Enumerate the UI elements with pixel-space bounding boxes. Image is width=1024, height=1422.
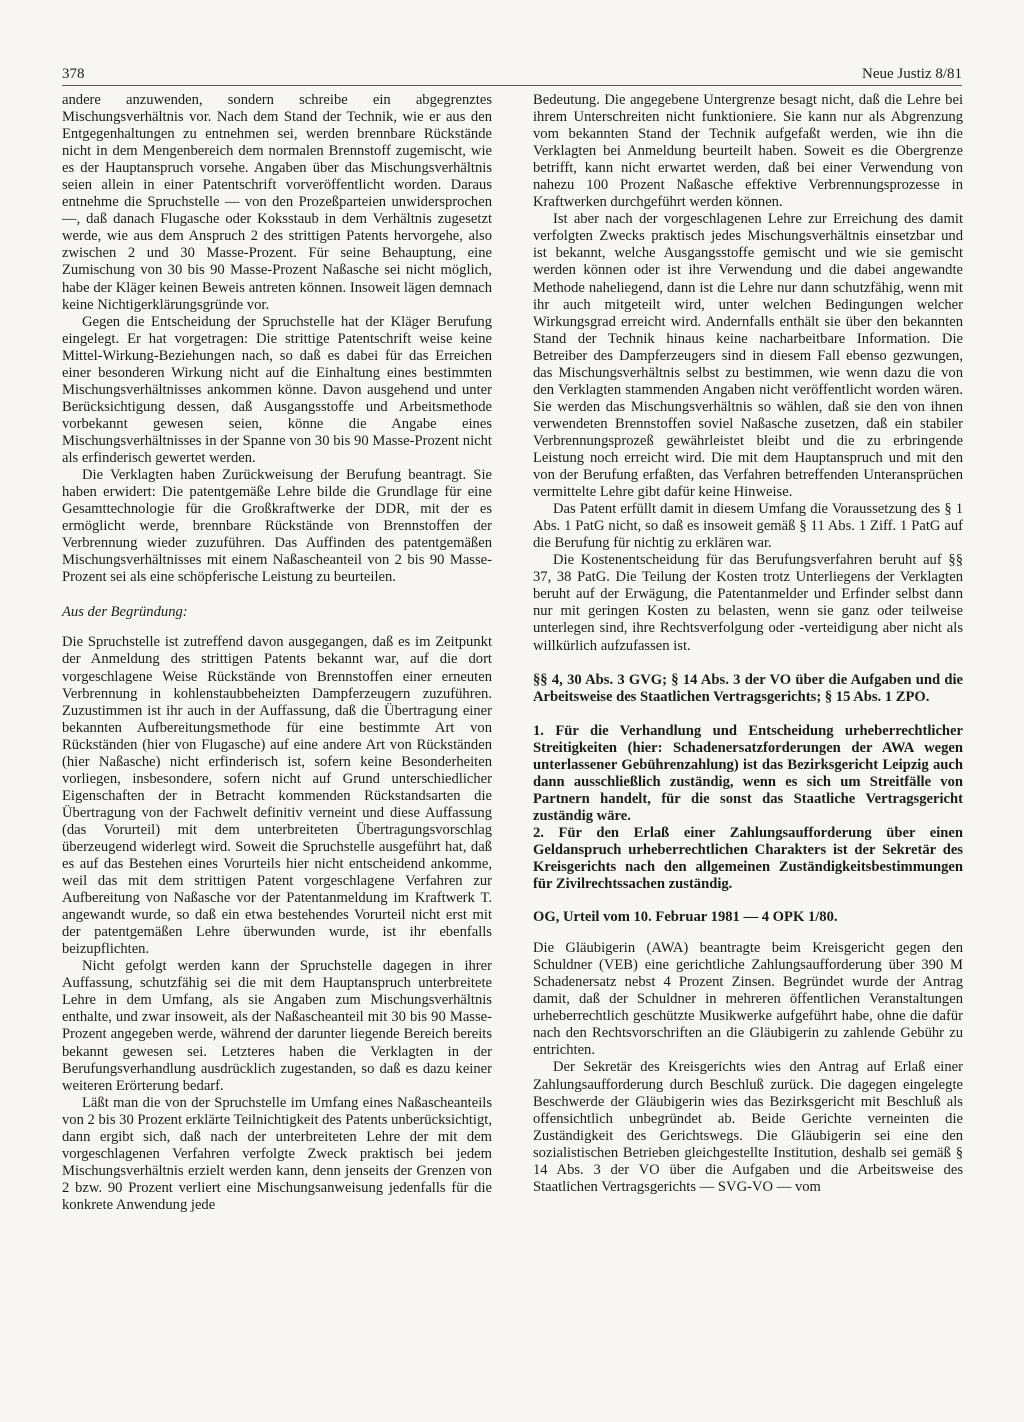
paragraph: Die Gläubigerin (AWA) beantragte beim Kreisgericht gegen den Schuldner (VEB) eine gerichtliche Zahlungsaufforderung über 390 M Schadenersatz nebst 4 Prozent Zinsen. Begründet wurde der Antrag damit, daß der Schuldner in mehreren öffentlichen Veranstaltungen urheberrechtlich geschützte Musikwerke aufgeführt habe, ohne die dafür nach den Rechtsvorschriften an die Gläubigerin zu zahlende Gebühr zu entrichten.: [533, 940, 963, 1059]
paragraph: Bedeutung. Die angegebene Untergrenze besagt nicht, daß die Lehre bei ihrem Unterschreiten nicht funktioniere. Sie kann nur als Abgrenzung vom bekannten Stand der Technik aufgefaßt werden, wie ihn die Verklagten bei Anmeldung beurteilt haben. Soweit es die Obergrenze betrifft, kann nicht erwartet werden, daß bei einer Verwendung von nahezu 100 Prozent Naßasche effektive Verbrennungsprozesse in Kraftwerken durchgeführt werden können.: [533, 92, 963, 211]
running-header: [62, 63, 962, 83]
paragraph: Das Patent erfüllt damit in diesem Umfang die Voraussetzung des § 1 Abs. 1 PatG nicht, so daß es insoweit gemäß § 11 Abs. 1 Ziff. 1 PatG auf die Berufung für nichtig zu erklären war.: [533, 501, 963, 552]
paragraph: Die Kostenentscheidung für das Berufungsverfahren beruht auf §§ 37, 38 PatG. Die Teilung der Kosten trotz Unterliegens der Verklagten beruht auf der Erwägung, die Patentanmelder und Erfinder selbst dann nur mit geringen Kosten zu belasten, wenn sie ganz oder teilweise unterlegen sind, ihre Rechtsverfolgung oder -verteidigung aber nicht als willkürlich aufzufassen ist.: [533, 552, 963, 654]
right-column: [533, 92, 963, 1196]
paragraph: Die Verklagten haben Zurückweisung der Berufung beantragt. Sie haben erwidert: Die patentgemäße Lehre bilde die Grundlage für eine Gesamttechnologie für die Großkraftwerke der DDR, mit der es ermöglicht werde, brennbare Rückstände von Brennstoffen der Verbrennung wieder zuzuführen. Das Auffinden des patentgemäßen Mischungsverhältnisses mit einem Naßascheanteil von 2 bis 90 Masse-Prozent sei als eine schöpferische Leistung zu beurteilen.: [62, 467, 492, 586]
paragraph: Läßt man die von der Spruchstelle im Umfang eines Naßascheanteils von 2 bis 30 Prozent erklärte Teilnichtigkeit des Patents unberücksichtigt, dann ergibt sich, daß nach der unterbreiteten Lehre der mit dem vorgeschlagenen Verfahren verfolgte Zweck praktisch bei jedem Mischungsverhältnis erzielt werden kann, denn jenseits der Grenzen von 2 bzw. 90 Prozent verliert eine Mischungsanweisung jedenfalls für die konkrete Anwendung jede: [62, 1094, 492, 1213]
paragraph: Gegen die Entscheidung der Spruchstelle hat der Kläger Berufung eingelegt. Er hat vorgetragen: Die strittige Patentschrift weise keine Mittel-Wirkung-Beziehungen nach, so daß es dabei für das Erreichen einer besonderen Wirkung nicht auf die Einhaltung eines bestimmten Mischungsverhältnisses ankommen könne. Davon ausgehend und unter Berücksichtigung dessen, daß Ausgangsstoffe und Arbeitsmethode vorbekannt gewesen seien, könne die Angabe eines Mischungsverhältnisses in der Spanne von 30 bis 90 Masse-Prozent nicht als erfinderisch gewertet werden.: [62, 313, 492, 466]
paragraph: Die Spruchstelle ist zutreffend davon ausgegangen, daß es im Zeitpunkt der Anmeldung des strittigen Patents bekannt war, auf die dort vorgeschlagene Weise Rückstände von Brennstoffen einer erneuten Verbrennung in kohlenstaubbeheizten Dampferzeugern zuzuführen. Zuzustimmen ist ihr auch in der Auffassung, daß die Übertragung einer bekannten Aufbereitungsmethode für eine bestimmte Art von Rückständen (hier von Flugasche) auf eine andere Art von Rückständen (hier Naßasche) nicht erfinderisch ist, sofern keine Besonderheiten vorliegen, insbesondere, sofern nicht auf Grund unterschiedlicher Eigenschaften der in Betracht kommenden Rückstandsarten die Übertragung von der Fachwelt definitiv verneint und diese Auffassung (das Vorurteil) mit dem unterbreiteten Übertragungsvorschlag überzeugend widerlegt wird. Soweit die Spruchstelle ausgeführt hat, daß es auf das Bestehen eines Vorurteils hier nicht entscheidend ankomme, weil das mit dem strittigen Patent vorgeschlagene Verfahren zur Aufbereitung von Naßasche vor der Patentanmeldung im Kraftwerk T. angewandt wurde, so daß ein etwa bestehendes Vorurteil nicht erst mit der patentgemäßen Lehre überwunden wurde, ist ihr ebenfalls beizupflichten.: [62, 634, 492, 958]
decision-citation: OG, Urteil vom 10. Februar 1981 — 4 OPK 1/80.: [533, 909, 838, 926]
section-subheading: Aus der Begründung:: [62, 604, 188, 621]
paragraph: andere anzuwenden, sondern schreibe ein abgegrenztes Mischungsverhältnis vor. Nach dem Stand der Technik, wie er aus den Entgegenhaltungen zu entnehmen sei, werden brennbare Rückstände nicht in dem Mengenbereich dem normalen Brennstoff zugemischt, wie es der Hauptanspruch vorsehe. Angaben über das Mischungsverhältnis seien allein in einer Patentschrift vorveröffentlicht worden. Daraus entnehme die Spruchstelle — von den Prozeßparteien unwidersprochen —, daß danach Flugasche oder Koksstaub in dem Verhältnis zugesetzt werde, wie aus dem Anspruch 2 des strittigen Patents hervorgehe, also zwischen 2 und 30 Masse-Prozent. Für seine Behauptung, eine Zumischung von 30 bis 90 Masse-Prozent Naßasche sei nicht möglich, habe der Kläger keinen Beweis antreten können. Insoweit lägen demnach keine Nichtigerklärungsgründe vor.: [62, 92, 492, 313]
header-rule: [62, 85, 962, 86]
paragraph: Ist aber nach der vorgeschlagenen Lehre zur Erreichung des damit verfolgten Zwecks praktisch jedes Mischungsverhältnis einsetzbar und ist bekannt, welche Ausgangsstoffe gemischt und wie sie gemischt werden können oder ist ihre Verwendung und die dabei angewandte Methode naheliegend, dann ist die Lehre nur dann schutzfähig, wenn mit ihr auch mitgeteilt wird, unter welchen Bedingungen welcher Wirkungsgrad erreicht wird. Andernfalls enthält sie über den bekannten Stand der Technik hinaus keine nacharbeitbare Information. Die Betreiber des Dampferzeugers sind in diesem Fall ebenso gezwungen, das Mischungsverhältnis selbst zu bestimmen, wie wenn dazu die von den Verklagten stammenden Angaben nicht veröffentlicht worden wären. Sie werden das Mischungsverhältnis so wählen, daß sie den von ihnen verwendeten Brennstoffen soviel Naßasche zusetzen, daß ein stabiler Verbrennungsprozeß gewährleistet bleibt und die zu erbringende Leistung noch erreicht wird. Die mit dem Hauptanspruch und mit den von der Berufung erfaßten, das Verfahren betreffenden Unteransprüchen vermittelte Lehre gibt dafür keine Hinweise.: [533, 211, 963, 501]
headnote-1: 1. Für die Verhandlung und Entscheidung urheberrechtlicher Streitigkeiten (hier: Schadenersatzforderungen der AWA wegen unterlassener Gebührenzahlung) ist das Bezirksgericht Leipzig auch dann ausschließlich zuständig, wenn es sich um Streitfälle von Partnern handelt, für die sonst das Staatliche Vertragsgericht zuständig wäre.: [533, 722, 963, 824]
journal-title: Neue Justiz 8/81: [862, 66, 962, 82]
page-number: 378: [62, 66, 85, 82]
paragraph: Nicht gefolgt werden kann der Spruchstelle dagegen in ihrer Auffassung, schutzfähig sei die mit dem Hauptanspruch unterbreitete Lehre in dem Umfang, als sie Angaben zum Mischungsverhältnis enthalte, und zwar insoweit, als der Naßascheanteil mit 30 bis 90 Masse-Prozent angegeben werde, während der darunter liegende Bereich bereits bekannt gewesen sei. Letzteres haben die Verklagten in der Berufungsverhandlung ausdrücklich zugestanden, so daß es dazu keiner weiteren Erörterung bedarf.: [62, 958, 492, 1094]
left-column: [62, 92, 492, 1214]
headnote-2: 2. Für den Erlaß einer Zahlungsaufforderung über einen Geldanspruch urheberrechtlichen Charakters ist der Sekretär des Kreisgerichts nach den allgemeinen Zuständigkeitsbestimmungen für Zivilrechtssachen zuständig.: [533, 824, 963, 893]
paragraph: Der Sekretär des Kreisgerichts wies den Antrag auf Erlaß einer Zahlungsaufforderung durch Beschluß zurück. Die dagegen eingelegte Beschwerde der Gläubigerin wies das Bezirksgericht mit Beschluß als offensichtlich unbegründet ab. Beide Gerichte verneinten die Zuständigkeit des Gerichtswegs. Die Gläubigerin sei eine den sozialistischen Betrieben gleichgestellte Institution, deshalb sei gemäß § 14 Abs. 3 der VO über die Aufgaben und die Arbeitsweise des Staatlichen Vertragsgerichts — SVG-VO — vom: [533, 1059, 963, 1195]
legal-norms-heading: §§ 4, 30 Abs. 3 GVG; § 14 Abs. 3 der VO über die Aufgaben und die Arbeitsweise des Staatlichen Vertragsgerichts; § 15 Abs. 1 ZPO.: [533, 671, 963, 705]
